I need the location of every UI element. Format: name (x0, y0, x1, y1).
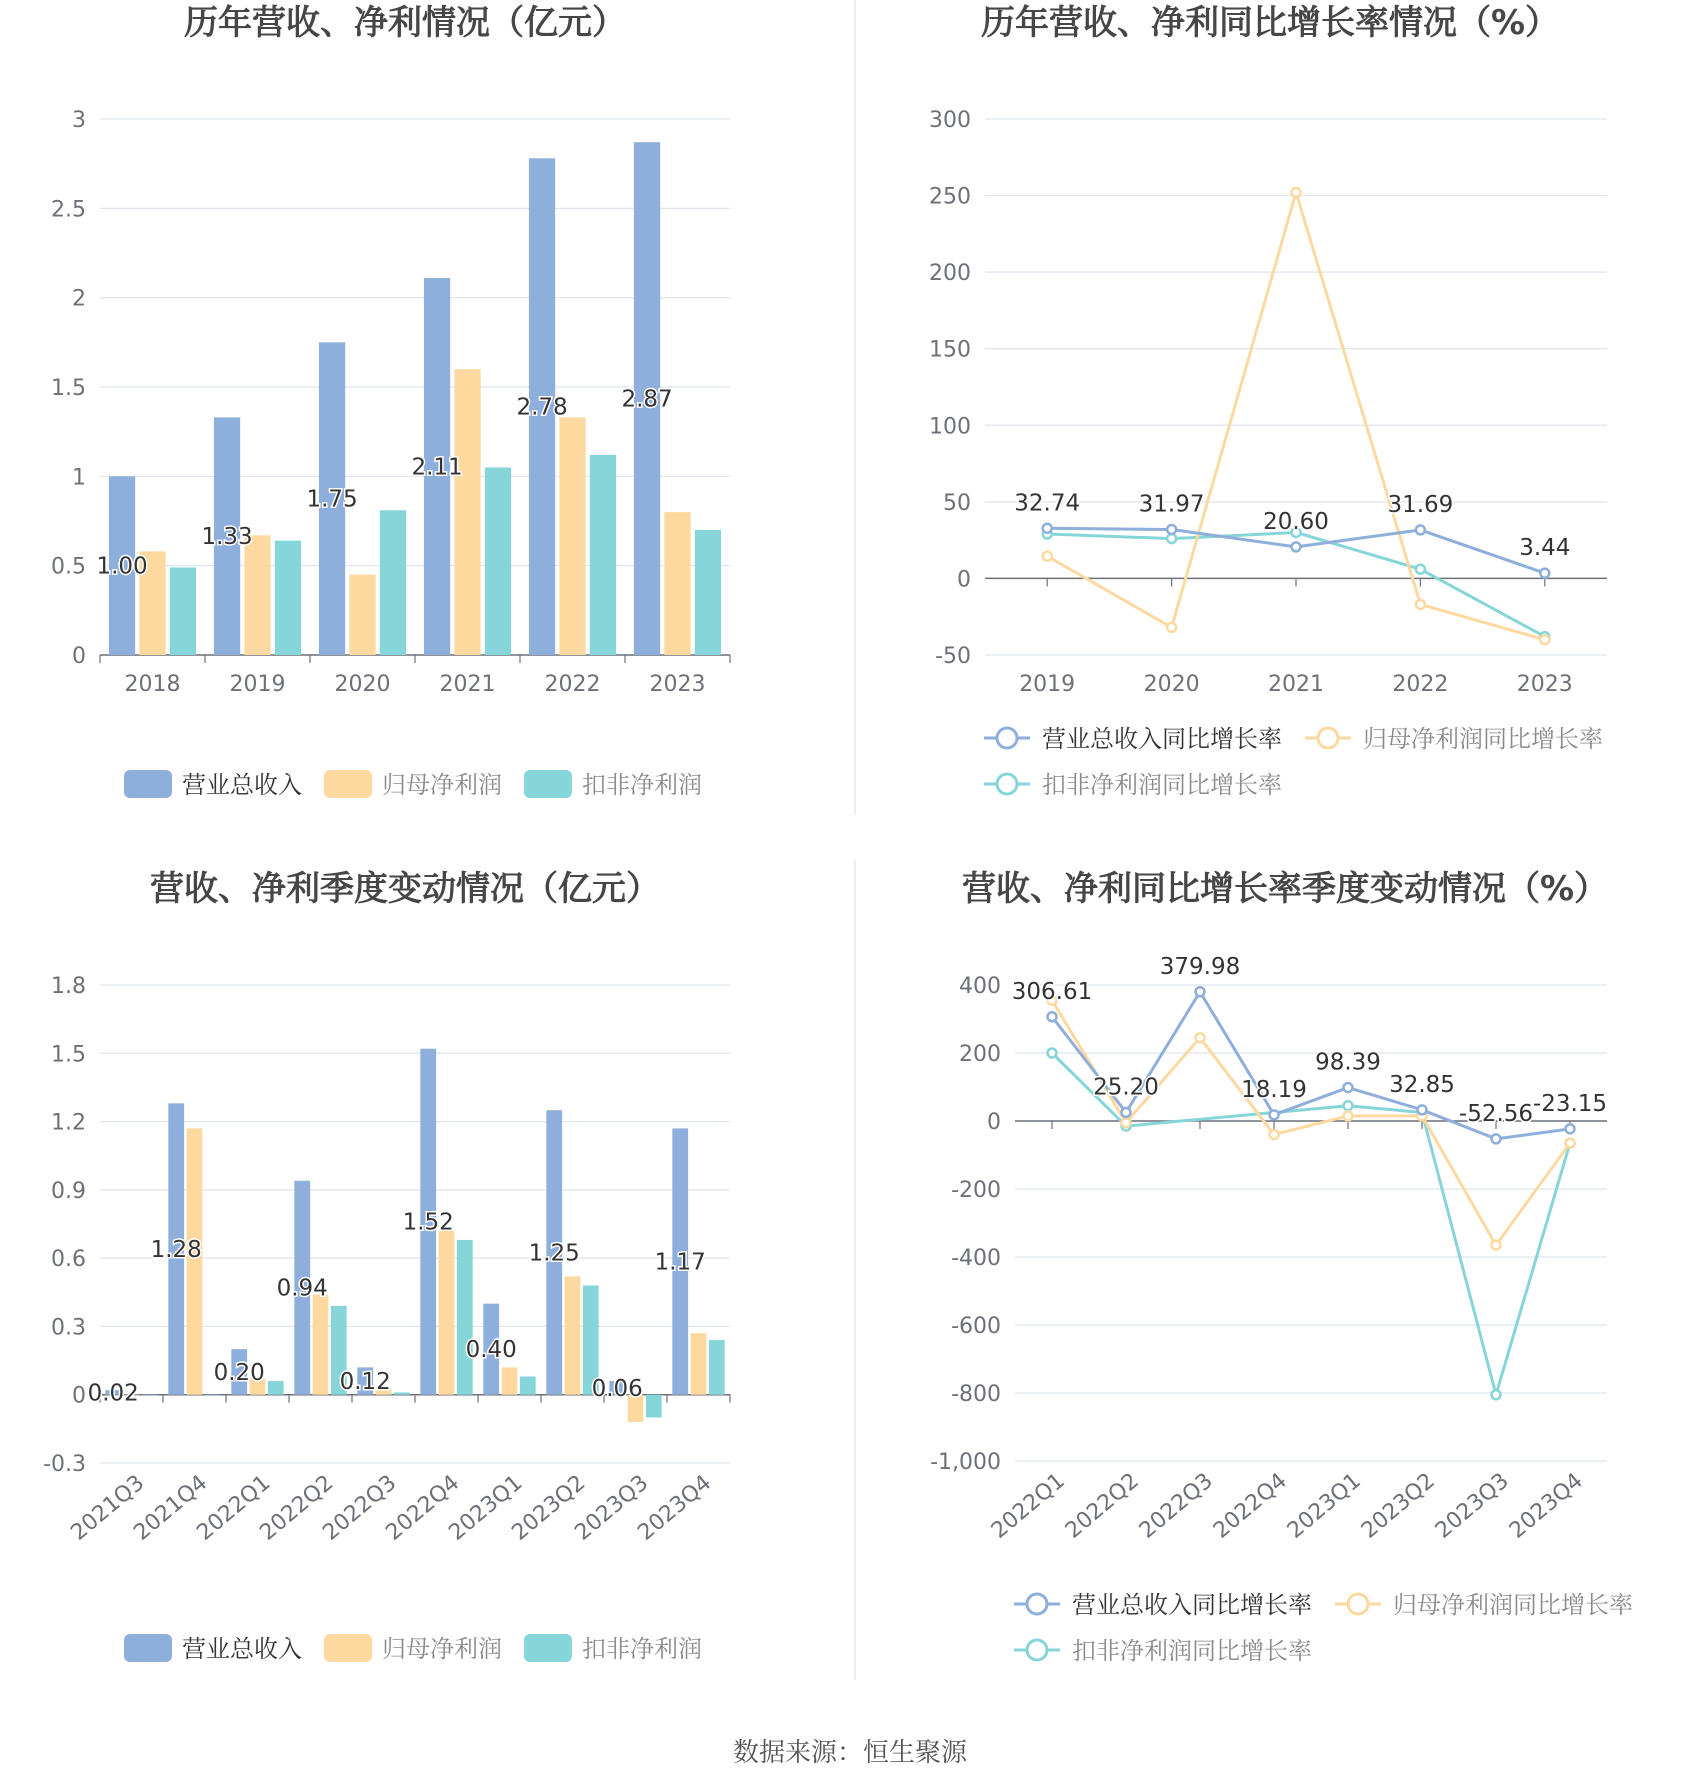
bar-归母净利润-2023 (664, 512, 690, 655)
point-扣非净利润同比增长率 (1167, 534, 1176, 543)
point-归母净利润同比增长率 (1167, 623, 1176, 632)
point-营业总收入同比增长率 (1416, 525, 1425, 534)
y-tick-label: 0 (72, 1383, 86, 1409)
x-tick-label: 2023Q2 (507, 1470, 591, 1546)
y-tick-label: -1,000 (930, 1450, 1001, 1475)
x-tick-label: 2021Q4 (129, 1470, 213, 1546)
legend-item-营业总收入同比增长率[interactable] (984, 725, 1282, 753)
series-line-归母净利润同比增长率 (1047, 193, 1545, 640)
y-tick-label: 0 (72, 644, 86, 669)
bar-归母净利润-2019 (244, 535, 270, 655)
data-label: 3.44 (1519, 535, 1571, 562)
data-label: 1.28 (150, 1237, 202, 1264)
bar-归母净利润-2020 (349, 575, 375, 655)
data-label: -52.56 (1458, 1100, 1534, 1127)
legend-label: 扣非净利润 (582, 771, 702, 799)
x-tick-label: 2018 (124, 672, 181, 697)
bar-扣非净利润-2022Q4 (457, 1240, 473, 1395)
data-label: 32.85 (1389, 1071, 1455, 1098)
point-归母净利润同比增长率 (1292, 188, 1301, 197)
point-归母净利润同比增长率 (1270, 1130, 1279, 1139)
legend-item-营业总收入同比增长率[interactable] (1014, 1591, 1312, 1619)
bar-归母净利润-2021 (454, 369, 480, 655)
y-tick-label: 400 (959, 974, 1001, 999)
bar-归母净利润-2023Q4 (691, 1333, 707, 1394)
legend-item-扣非净利润[interactable] (524, 770, 702, 799)
legend-item-归母净利润同比增长率[interactable] (1305, 725, 1603, 753)
point-归母净利润同比增长率 (1566, 1139, 1575, 1148)
point-归母净利润同比增长率 (1122, 1118, 1131, 1127)
x-tick-label: 2023 (649, 672, 706, 697)
legend-marker (1027, 1640, 1047, 1660)
y-tick-label: 3 (72, 108, 86, 133)
data-label: -23.15 (1532, 1090, 1608, 1117)
point-营业总收入同比增长率 (1048, 1012, 1057, 1021)
data-label: 2.11 (411, 454, 463, 481)
y-tick-label: 200 (929, 261, 971, 287)
legend-marker (1348, 1594, 1368, 1614)
data-label: 20.60 (1263, 508, 1329, 535)
point-营业总收入同比增长率 (1540, 569, 1549, 578)
data-label: 1.00 (96, 553, 148, 580)
legend-marker (1318, 728, 1338, 748)
data-label: 0.06 (591, 1375, 643, 1402)
chart-title: 历年营收、净利情况（亿元） (184, 3, 626, 43)
legend-swatch (524, 770, 572, 798)
point-营业总收入同比增长率 (1292, 542, 1301, 551)
legend-label: 营业总收入同比增长率 (1042, 725, 1282, 753)
bar-归母净利润-2022 (559, 417, 585, 655)
point-扣非净利润同比增长率 (1492, 1390, 1501, 1399)
y-tick-label: 1.8 (51, 974, 86, 999)
bar-扣非净利润-2021 (485, 467, 511, 655)
point-归母净利润同比增长率 (1344, 1111, 1353, 1120)
bar-归母净利润-2022Q4 (439, 1231, 455, 1395)
x-tick-label: 2022Q3 (318, 1470, 402, 1546)
data-label: 0.94 (276, 1275, 328, 1302)
chart-quarterly-amount (43, 869, 730, 1663)
data-label: 0.20 (213, 1359, 265, 1386)
point-归母净利润同比增长率 (1416, 600, 1425, 609)
x-tick-label: 2023Q4 (1504, 1468, 1588, 1544)
point-归母净利润同比增长率 (1196, 1033, 1205, 1042)
legend-swatch (324, 1634, 372, 1662)
point-扣非净利润同比增长率 (1048, 1049, 1057, 1058)
x-tick-label: 2022Q1 (192, 1470, 276, 1546)
y-tick-label: 2.5 (51, 197, 86, 223)
bar-扣非净利润-2023 (695, 530, 721, 655)
legend-marker (997, 774, 1017, 794)
x-tick-label: 2021 (1268, 672, 1324, 697)
point-营业总收入同比增长率 (1122, 1108, 1131, 1117)
y-tick-label: 150 (929, 337, 971, 363)
chart-annual-growth (929, 3, 1607, 799)
data-label: 2.78 (516, 394, 568, 421)
legend-swatch (124, 1634, 172, 1662)
y-tick-label: 0.5 (51, 554, 86, 580)
data-label: 0.12 (339, 1369, 391, 1396)
x-tick-label: 2022 (544, 672, 601, 697)
bar-扣非净利润-2022Q1 (268, 1381, 284, 1395)
x-tick-label: 2019 (1019, 672, 1076, 697)
legend-item-归母净利润[interactable] (324, 1634, 502, 1663)
x-tick-label: 2022Q3 (1134, 1468, 1218, 1544)
legend-item-归母净利润同比增长率[interactable] (1335, 1591, 1633, 1619)
point-营业总收入同比增长率 (1566, 1124, 1575, 1133)
legend-swatch (124, 770, 172, 798)
x-tick-label: 2023Q1 (1282, 1468, 1366, 1544)
bar-扣非净利润-2021Q3 (142, 1395, 158, 1396)
y-tick-label: -200 (951, 1178, 1001, 1203)
y-tick-label: -600 (951, 1314, 1001, 1339)
point-营业总收入同比增长率 (1196, 987, 1205, 996)
y-tick-label: 0.6 (51, 1247, 86, 1273)
point-营业总收入同比增长率 (1418, 1105, 1427, 1114)
bar-扣非净利润-2021Q4 (205, 1395, 221, 1396)
x-tick-label: 2023Q3 (570, 1470, 654, 1546)
legend-item-营业总收入[interactable] (124, 1634, 302, 1663)
legend-item-营业总收入[interactable] (124, 770, 302, 799)
legend-label: 归母净利润 (382, 771, 502, 799)
legend-label: 营业总收入同比增长率 (1072, 1591, 1312, 1619)
y-tick-label: 1.5 (51, 376, 86, 401)
point-营业总收入同比增长率 (1344, 1083, 1353, 1092)
legend-label: 扣非净利润同比增长率 (1042, 771, 1282, 799)
point-营业总收入同比增长率 (1270, 1110, 1279, 1119)
data-label: 1.33 (201, 524, 253, 551)
legend-marker (1027, 1594, 1047, 1614)
data-label: 31.97 (1138, 491, 1205, 518)
y-tick-label: 0.9 (51, 1178, 86, 1204)
x-tick-label: 2023 (1516, 672, 1573, 697)
data-label: 379.98 (1159, 953, 1241, 980)
x-tick-label: 2022Q1 (986, 1468, 1070, 1544)
point-扣非净利润同比增长率 (1344, 1101, 1353, 1110)
legend-item-归母净利润[interactable] (324, 770, 502, 799)
legend-label: 营业总收入 (182, 1635, 302, 1663)
bar-归母净利润-2023Q2 (565, 1276, 581, 1394)
point-归母净利润同比增长率 (1492, 1241, 1501, 1250)
x-tick-label: 2020 (1143, 672, 1200, 697)
bar-扣非净利润-2019 (275, 541, 301, 655)
x-tick-label: 2021 (439, 672, 496, 697)
data-label: 1.75 (306, 486, 358, 513)
bar-扣非净利润-2023Q1 (520, 1377, 536, 1395)
data-label: 1.25 (528, 1240, 580, 1267)
data-label: 0.02 (87, 1380, 139, 1407)
chart-title: 营收、净利同比增长率季度变动情况（%） (961, 869, 1609, 909)
data-label: 25.20 (1093, 1074, 1159, 1101)
chart-quarterly-growth (930, 869, 1633, 1665)
x-tick-label: 2023Q1 (444, 1470, 528, 1546)
legend-label: 归母净利润同比增长率 (1393, 1591, 1633, 1619)
data-label: 2.87 (621, 386, 673, 413)
y-tick-label: 0 (957, 567, 971, 593)
x-tick-label: 2022Q4 (1208, 1468, 1292, 1544)
data-label: 32.74 (1014, 490, 1081, 517)
bar-扣非净利润-2022 (590, 455, 616, 655)
data-source: 数据来源：恒生聚源 (732, 1738, 967, 1768)
x-tick-label: 2022Q2 (255, 1470, 339, 1546)
bar-扣非净利润-2020 (380, 510, 406, 655)
bar-扣非净利润-2018 (170, 567, 196, 655)
y-tick-label: 2 (72, 286, 86, 312)
data-label: 1.52 (402, 1209, 454, 1236)
legend-item-扣非净利润同比增长率[interactable] (1014, 1637, 1312, 1665)
data-label: 306.61 (1011, 978, 1093, 1005)
legend-label: 营业总收入 (182, 771, 302, 799)
data-label: 1.17 (654, 1249, 706, 1276)
legend-label: 扣非净利润 (582, 1635, 702, 1663)
bar-扣非净利润-2022Q3 (394, 1392, 410, 1394)
chart-annual-amount (51, 3, 730, 799)
x-tick-label: 2023Q4 (633, 1470, 717, 1546)
bar-扣非净利润-2023Q3 (646, 1395, 662, 1418)
y-tick-label: -400 (951, 1246, 1001, 1271)
data-label: 18.19 (1241, 1076, 1307, 1103)
x-tick-label: 2022 (1392, 672, 1449, 697)
y-tick-label: -800 (951, 1382, 1001, 1407)
x-tick-label: 2023Q3 (1430, 1468, 1514, 1544)
x-tick-label: 2023Q2 (1356, 1468, 1440, 1544)
bar-扣非净利润-2023Q4 (709, 1340, 725, 1395)
point-扣非净利润同比增长率 (1416, 565, 1425, 574)
data-label: 0.40 (465, 1337, 517, 1364)
x-tick-label: 2020 (334, 672, 391, 697)
y-tick-label: 100 (929, 414, 971, 440)
y-tick-label: 250 (929, 184, 971, 210)
y-tick-label: 1.2 (51, 1110, 86, 1136)
point-归母净利润同比增长率 (1043, 552, 1052, 561)
bar-归母净利润-2023Q1 (502, 1367, 518, 1394)
point-营业总收入同比增长率 (1167, 525, 1176, 534)
point-营业总收入同比增长率 (1043, 524, 1052, 533)
y-tick-label: 1 (72, 465, 86, 491)
data-label: 31.69 (1387, 491, 1454, 518)
data-label: 98.39 (1315, 1049, 1381, 1076)
legend-label: 归母净利润 (382, 1635, 502, 1663)
legend-item-扣非净利润[interactable] (524, 1634, 702, 1663)
y-tick-label: 1.5 (51, 1042, 86, 1068)
y-tick-label: 0.3 (51, 1315, 86, 1341)
x-tick-label: 2021Q3 (66, 1470, 150, 1546)
x-tick-label: 2019 (229, 672, 286, 697)
legend-label: 归母净利润同比增长率 (1363, 725, 1603, 753)
point-归母净利润同比增长率 (1540, 635, 1549, 644)
x-tick-label: 2022Q2 (1060, 1468, 1144, 1544)
y-tick-label: 200 (959, 1042, 1001, 1067)
y-tick-label: 300 (929, 108, 971, 133)
y-tick-label: -50 (935, 644, 971, 669)
x-tick-label: 2022Q4 (381, 1470, 465, 1546)
chart-title: 历年营收、净利同比增长率情况（%） (980, 3, 1560, 43)
legend-marker (997, 728, 1017, 748)
point-营业总收入同比增长率 (1492, 1134, 1501, 1143)
y-tick-label: 0 (987, 1110, 1001, 1135)
y-tick-label: -0.3 (43, 1452, 86, 1477)
legend-item-扣非净利润同比增长率[interactable] (984, 771, 1282, 799)
bar-归母净利润-2022Q2 (313, 1295, 329, 1395)
legend-swatch (524, 1634, 572, 1662)
legend-label: 扣非净利润同比增长率 (1072, 1637, 1312, 1665)
y-tick-label: 50 (943, 490, 971, 516)
chart-title: 营收、净利季度变动情况（亿元） (150, 869, 660, 909)
legend-swatch (324, 770, 372, 798)
